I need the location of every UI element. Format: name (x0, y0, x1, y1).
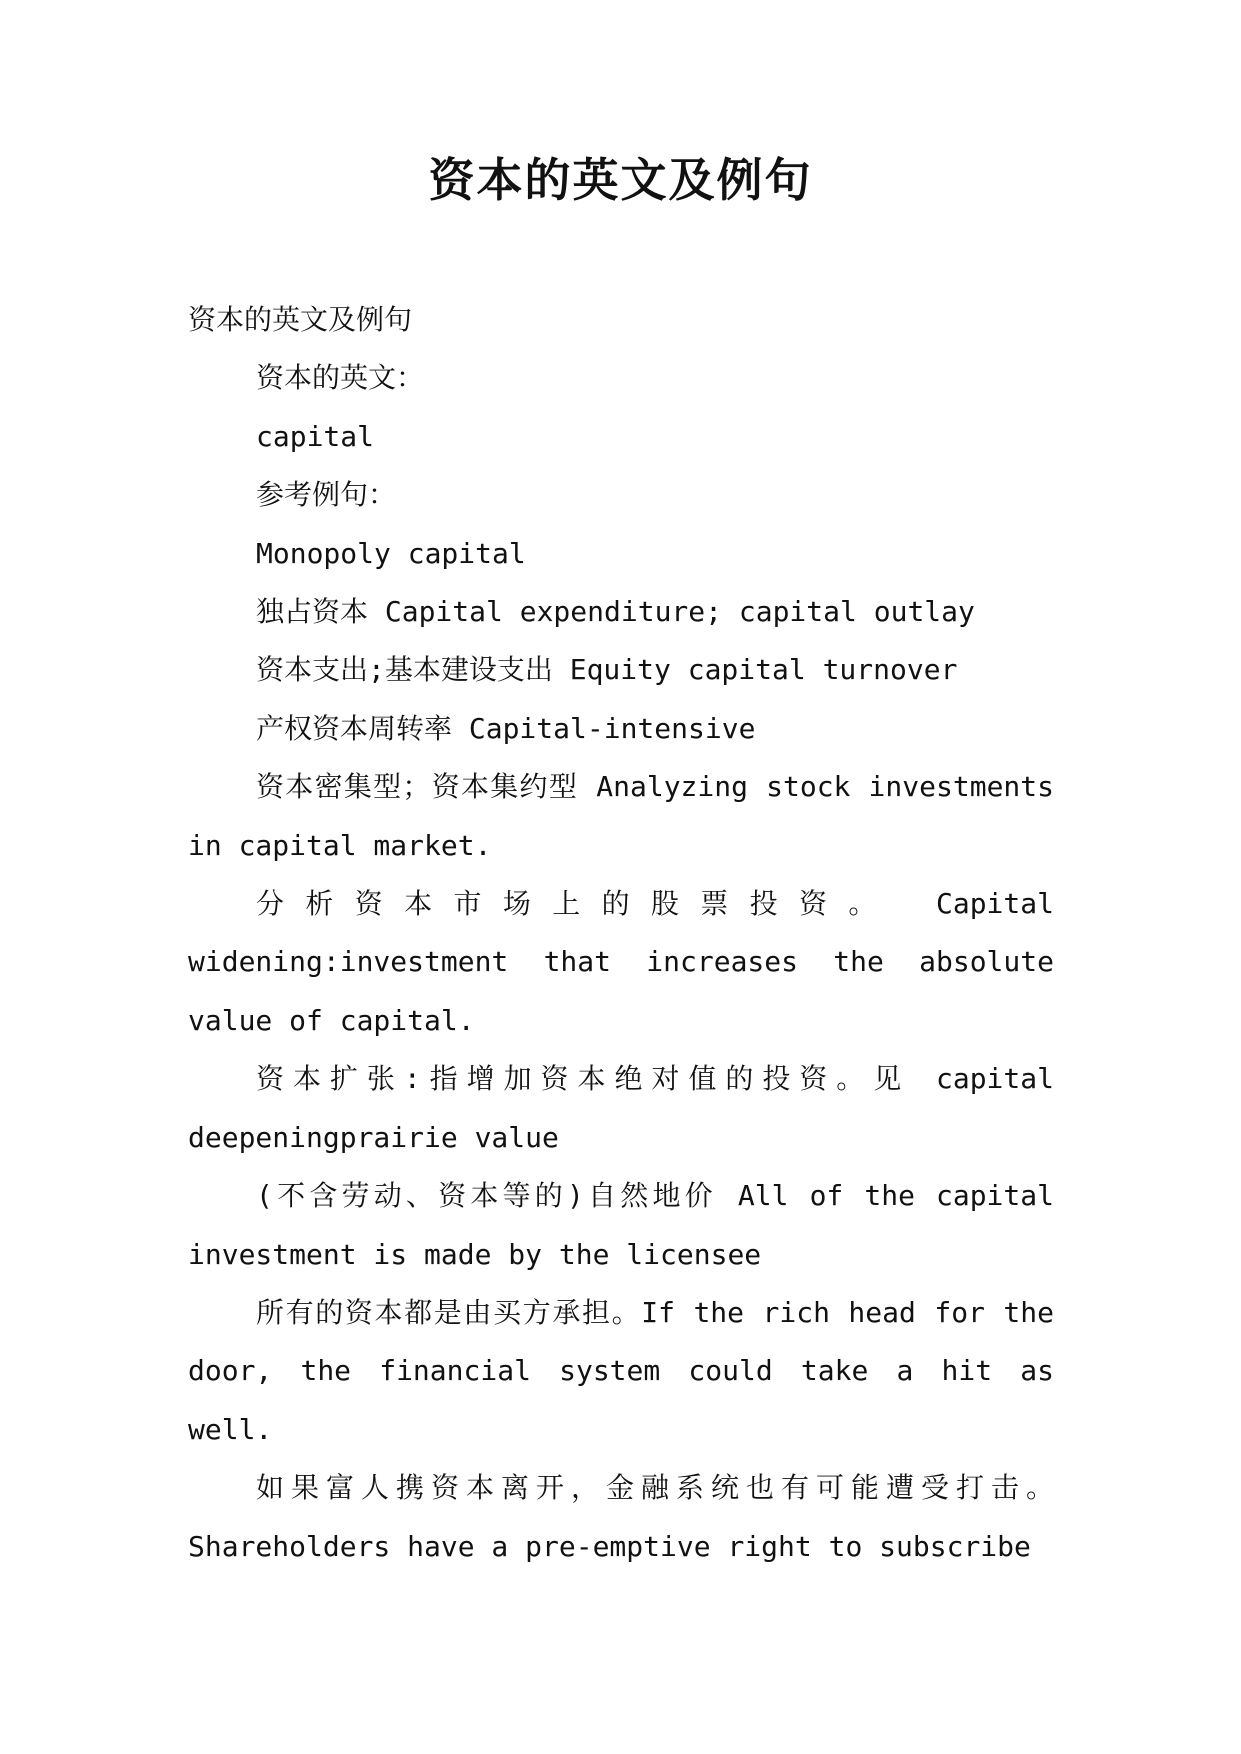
paragraph: 资本的英文： (256, 361, 425, 395)
paragraph: 资本扩张:指增加资本绝对值的投资。见 capital deepeningprairie value (188, 1062, 1054, 1154)
document-title: 资本的英文及例句 (428, 153, 813, 207)
paragraph: Monopoly capital (256, 536, 526, 570)
paragraph: 资本密集型；资本集约型 Analyzing stock investments in capital market. (188, 770, 1054, 862)
paragraph-heading: 资本的英文及例句 (188, 303, 413, 336)
paragraph: 分析资本市场上的股票投资。 Capital widening:investment that increases the absolute value of capital. (188, 887, 1054, 1037)
paragraph: 所有的资本都是由买方承担。If the rich head for the door, the financial system could take a hit as well. (188, 1295, 1054, 1446)
paragraph: 产权资本周转率 Capital-intensive (256, 711, 756, 745)
paragraph: 资本支出;基本建设支出 Equity capital turnover (256, 653, 958, 687)
paragraph: capital (256, 419, 375, 453)
paragraph: 独占资本 Capital expenditure; capital outlay (256, 595, 975, 629)
paragraph: 参考例句： (256, 478, 397, 512)
document-body (188, 291, 1054, 1576)
paragraph: (不含劳动、资本等的)自然地价 All of the capital investment is made by the licensee (188, 1179, 1054, 1271)
paragraph: 如果富人携资本离开，金融系统也有可能遭受打击。Shareholders have a pre-emptive right to subscribe (188, 1471, 1054, 1563)
